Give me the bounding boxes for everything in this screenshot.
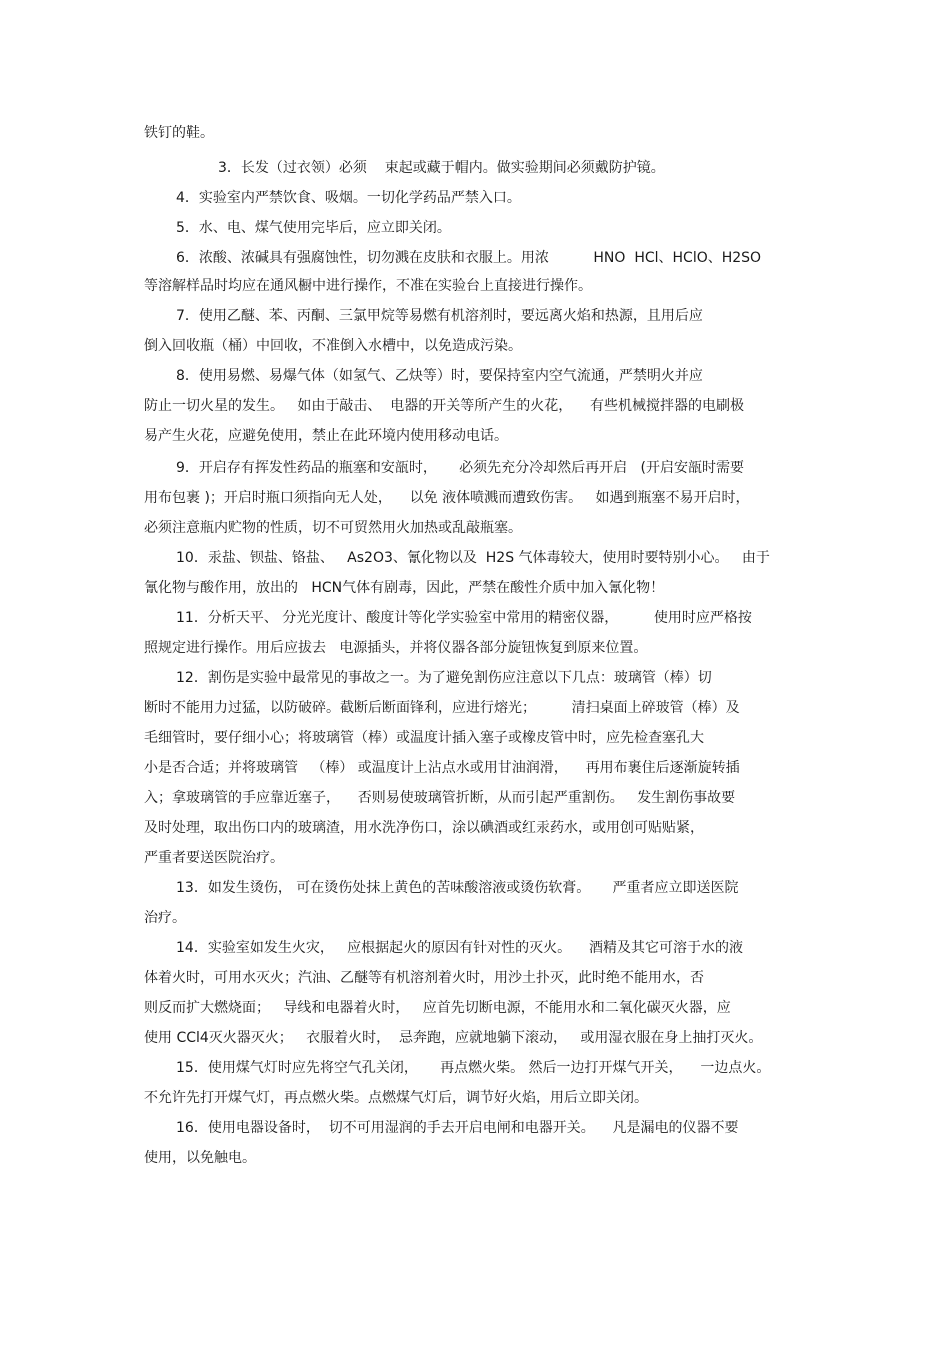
text-line: 易产生火花，应避免使用，禁止在此环境内使用移动电话。: [144, 428, 508, 444]
text-line: 倒入回收瓶（桶）中回收，不准倒入水槽中，以免造成污染。: [144, 338, 522, 354]
text-line: 5．水、电、煤气使用完毕后，应立即关闭。: [176, 220, 451, 236]
text-line: 8．使用易燃、易爆气体（如氢气、乙炔等）时，要保持室内空气流通，严禁明火并应: [176, 368, 703, 384]
text-line: 及时处理，取出伤口内的玻璃渣，用水洗净伤口，涂以碘酒或红汞药水，或用创可贴贴紧，: [144, 820, 704, 836]
text-line: 使用 CCl4灭火器灭火； 衣服着火时， 忌奔跑，应就地躺下滚动， 或用湿衣服在身上抽打灭火。: [144, 1030, 763, 1046]
text-line: 11．分析天平、 分光光度计、酸度计等化学实验室中常用的精密仪器， 使用时应严格按: [176, 610, 752, 626]
text-line: 照规定进行操作。用后应拔去 电源插头，并将仪器各部分旋钮恢复到原来位置。: [144, 640, 648, 656]
text-line: 等溶解样品时均应在通风橱中进行操作，不准在实验台上直接进行操作。: [144, 278, 592, 294]
text-line: 严重者要送医院治疗。: [144, 850, 284, 866]
text-line: 使用，以免触电。: [144, 1150, 256, 1166]
text-line: 12．割伤是实验中最常见的事故之一。为了避免割伤应注意以下几点：玻璃管（棒）切: [176, 670, 712, 686]
text-line: 14．实验室如发生火灾， 应根据起火的原因有针对性的灭火。 酒精及其它可溶于水的液: [176, 940, 743, 956]
text-line: 7．使用乙醚、苯、丙酮、三氯甲烷等易燃有机溶剂时，要远离火焰和热源，且用后应: [176, 308, 703, 324]
text-line: 4．实验室内严禁饮食、吸烟。一切化学药品严禁入口。: [176, 190, 521, 206]
text-line: 治疗。: [144, 910, 186, 926]
text-line: 必须注意瓶内贮物的性质，切不可贸然用火加热或乱敲瓶塞。: [144, 520, 522, 536]
text-line: 9．开启存有挥发性药品的瓶塞和安瓿时， 必须先充分冷却然后再开启 (开启安瓿时需要: [176, 460, 744, 476]
text-line: 氰化物与酸作用，放出的 HCN气体有剧毒，因此，严禁在酸性介质中加入氰化物！: [144, 580, 665, 596]
text-line: 15．使用煤气灯时应先将空气孔关闭， 再点燃火柴。 然后一边打开煤气开关， 一边点火。: [176, 1060, 771, 1076]
text-line: 入；拿玻璃管的手应靠近塞子， 否则易使玻璃管折断，从而引起严重割伤。 发生割伤事故要: [144, 790, 736, 806]
text-line: 体着火时，可用水灭火；汽油、乙醚等有机溶剂着火时，用沙土扑灭，此时绝不能用水，否: [144, 970, 704, 986]
text-line: 小是否合适；并将玻璃管 （棒） 或温度计上沾点水或用甘油润滑， 再用布裹住后逐渐旋转插: [144, 760, 740, 776]
text-line: 不允许先打开煤气灯，再点燃火柴。点燃煤气灯后，调节好火焰，用后立即关闭。: [144, 1090, 648, 1106]
text-line: 断时不能用力过猛，以防破碎。截断后断面锋利，应进行熔光； 清扫桌面上碎玻管（棒）及: [144, 700, 740, 716]
text-line: 3．长发（过衣领）必须 束起或藏于帽内。做实验期间必须戴防护镜。: [218, 160, 665, 176]
text-line: 用布包裹 )；开启时瓶口须指向无人处， 以免 液体喷溅而遭致伤害。 如遇到瓶塞不易开启时，: [144, 490, 750, 506]
text-line: 防止一切火星的发生。 如由于敲击、 电器的开关等所产生的火花， 有些机械搅拌器的电刷极: [144, 398, 745, 414]
text-line: 16．使用电器设备时， 切不可用湿润的手去开启电闸和电器开关。 凡是漏电的仪器不要: [176, 1120, 739, 1136]
text-line: 6．浓酸、浓碱具有强腐蚀性，切勿溅在皮肤和衣服上。用浓 HNO HCl、HClO、H2SO: [176, 250, 762, 266]
text-line: 10．汞盐、钡盐、铬盐、 As2O3、氰化物以及 H2S 气体毒较大，使用时要特别小心。 由于: [176, 550, 770, 566]
text-line: 毛细管时，要仔细小心；将玻璃管（棒）或温度计插入塞子或橡皮管中时，应先检查塞孔大: [144, 730, 704, 746]
text-line: 铁钉的鞋。: [144, 125, 214, 141]
text-line: 则反而扩大燃烧面； 导线和电器着火时， 应首先切断电源，不能用水和二氧化碳灭火器，应: [144, 1000, 731, 1016]
text-line: 13．如发生烫伤， 可在烫伤处抹上黄色的苦味酸溶液或烫伤软膏。 严重者应立即送医院: [176, 880, 739, 896]
